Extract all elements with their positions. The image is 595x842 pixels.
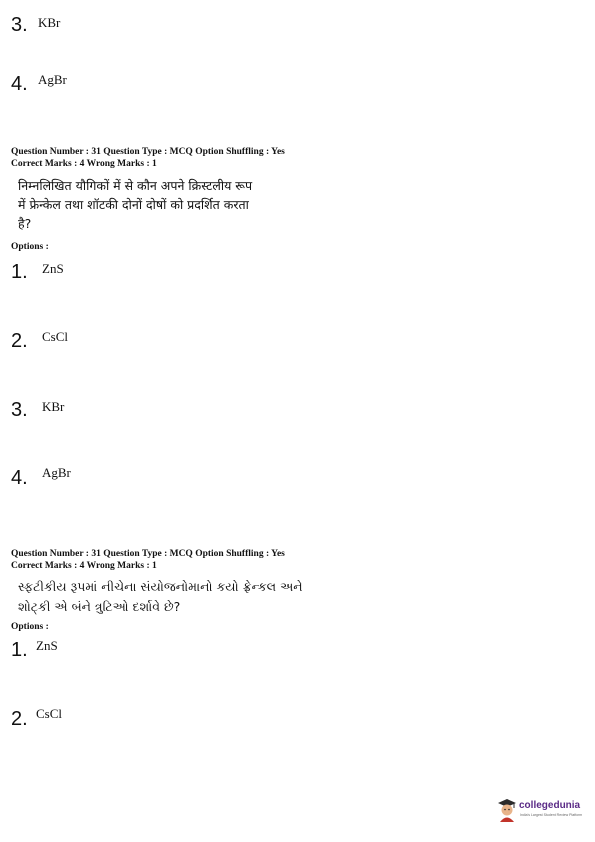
option-text: CsCl [42, 329, 69, 344]
graduate-mascot-icon [497, 798, 517, 822]
question-marks: Correct Marks : 4 Wrong Marks : 1 [11, 159, 157, 169]
question-text-line: है? [18, 216, 32, 231]
logo-tagline: India's Largest Student Review Platform [520, 813, 583, 817]
option-text: KBr [38, 15, 61, 30]
option-number: 1. [11, 639, 28, 661]
option-number: 2. [11, 330, 28, 352]
question-text-line: में फ्रेन्केल तथा शॉटकी दोनों दोषों को प्रदर्शित करता [18, 197, 249, 212]
question-meta: Question Number : 31 Question Type : MCQ Option Shuffling : Yes [11, 147, 285, 157]
question-meta: Question Number : 31 Question Type : MCQ Option Shuffling : Yes [11, 549, 285, 559]
logo-name: collegedunia [519, 800, 581, 811]
question-marks: Correct Marks : 4 Wrong Marks : 1 [11, 561, 157, 571]
option-number: 4. [11, 467, 28, 489]
option-text: KBr [42, 399, 65, 414]
options-label: Options : [11, 622, 49, 632]
option-number: 3. [11, 14, 28, 36]
options-label: Options : [11, 242, 49, 252]
option-text: AgBr [38, 72, 67, 87]
question-text-line: શોટ્કી એ બંને ત્રુટિઓ દર્શાવે છે? [18, 599, 181, 614]
question-text-line: निम्नलिखित यौगिकों में से कौन अपने क्रिस्टलीय रूप [18, 178, 253, 193]
option-text: CsCl [36, 706, 63, 721]
option-text: AgBr [42, 465, 71, 480]
option-number: 3. [11, 399, 28, 421]
option-number: 2. [11, 708, 28, 730]
option-text: ZnS [36, 638, 58, 653]
option-text: ZnS [42, 261, 64, 276]
option-number: 4. [11, 73, 28, 95]
option-number: 1. [11, 261, 28, 283]
question-text-line: સ્ફટીકીય રૂપમાં નીચેના સંયોજનોમાનો કયો ફ્રેન્કલ અને [18, 579, 303, 594]
collegedunia-logo [497, 796, 593, 826]
